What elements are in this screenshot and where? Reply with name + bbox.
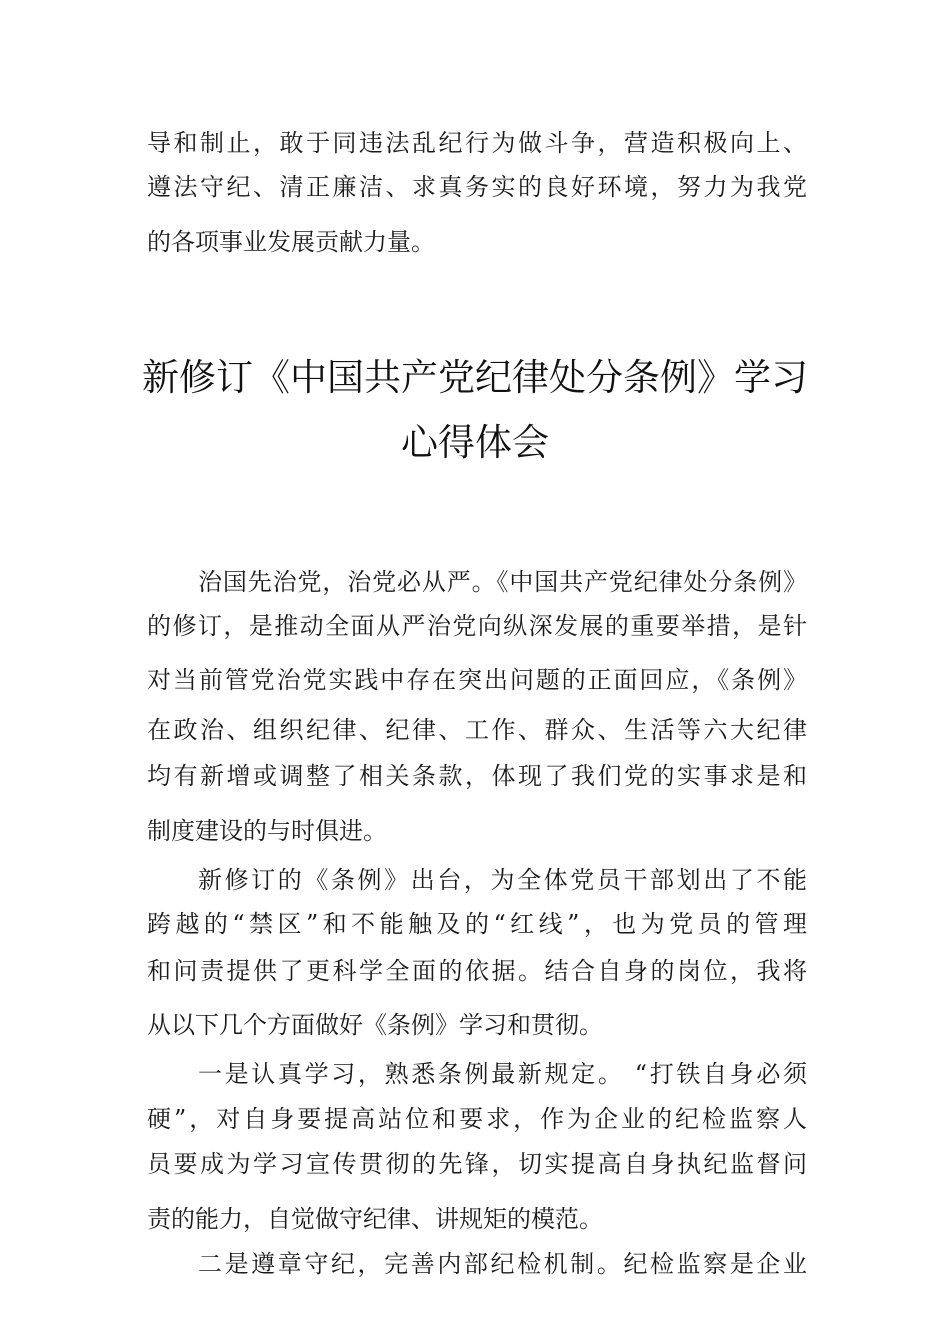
text-line: 从以下几个方面做好《条例》学习和贯彻。 bbox=[147, 1011, 603, 1039]
text-line: 在政治、组织纪律、纪律、工作、群众、生活等六大纪律 bbox=[147, 716, 807, 744]
text-line: 硬”，对自身要提高站位和要求，作为企业的纪检监察人 bbox=[147, 1105, 807, 1133]
text-line: 的各项事业发展贡献力量。 bbox=[147, 228, 435, 256]
text-line: 的修订，是推动全面从严治党向纵深发展的重要举措，是针 bbox=[147, 612, 807, 640]
text-line: 和问责提供了更科学全面的依据。结合自身的岗位，我将 bbox=[147, 957, 807, 985]
article-title-line-1: 新修订《中国共产党纪律处分条例》学习 bbox=[142, 356, 808, 399]
text-line: 跨越的“禁区”和不能触及的“红线”，也为党员的管理 bbox=[147, 910, 807, 938]
text-line: 遵法守纪、清正廉洁、求真务实的良好环境，努力为我党 bbox=[147, 173, 807, 201]
text-line: 制度建设的与时俱进。 bbox=[147, 817, 387, 845]
text-line: 二是遵章守纪，完善内部纪检机制。纪检监察是企业 bbox=[198, 1250, 807, 1278]
text-line: 新修订的《条例》出台，为全体党员干部划出了不能 bbox=[198, 866, 807, 894]
text-line: 治国先治党，治党必从严。《中国共产党纪律处分条例》 bbox=[198, 568, 807, 596]
text-line: 均有新增或调整了相关条款，体现了我们党的实事求是和 bbox=[147, 762, 807, 790]
text-line: 对当前管党治党实践中存在突出问题的正面回应，《条例》 bbox=[147, 666, 807, 694]
text-line: 导和制止，敢于同违法乱纪行为做斗争，营造积极向上、 bbox=[147, 129, 807, 157]
text-line: 员要成为学习宣传贯彻的先锋，切实提高自身执纪监督问 bbox=[147, 1150, 807, 1178]
text-line: 责的能力，自觉做守纪律、讲规矩的模范。 bbox=[147, 1205, 603, 1233]
text-line: 一是认真学习，熟悉条例最新规定。 “打铁自身必须 bbox=[198, 1060, 807, 1088]
article-title-line-2: 心得体会 bbox=[401, 421, 549, 464]
